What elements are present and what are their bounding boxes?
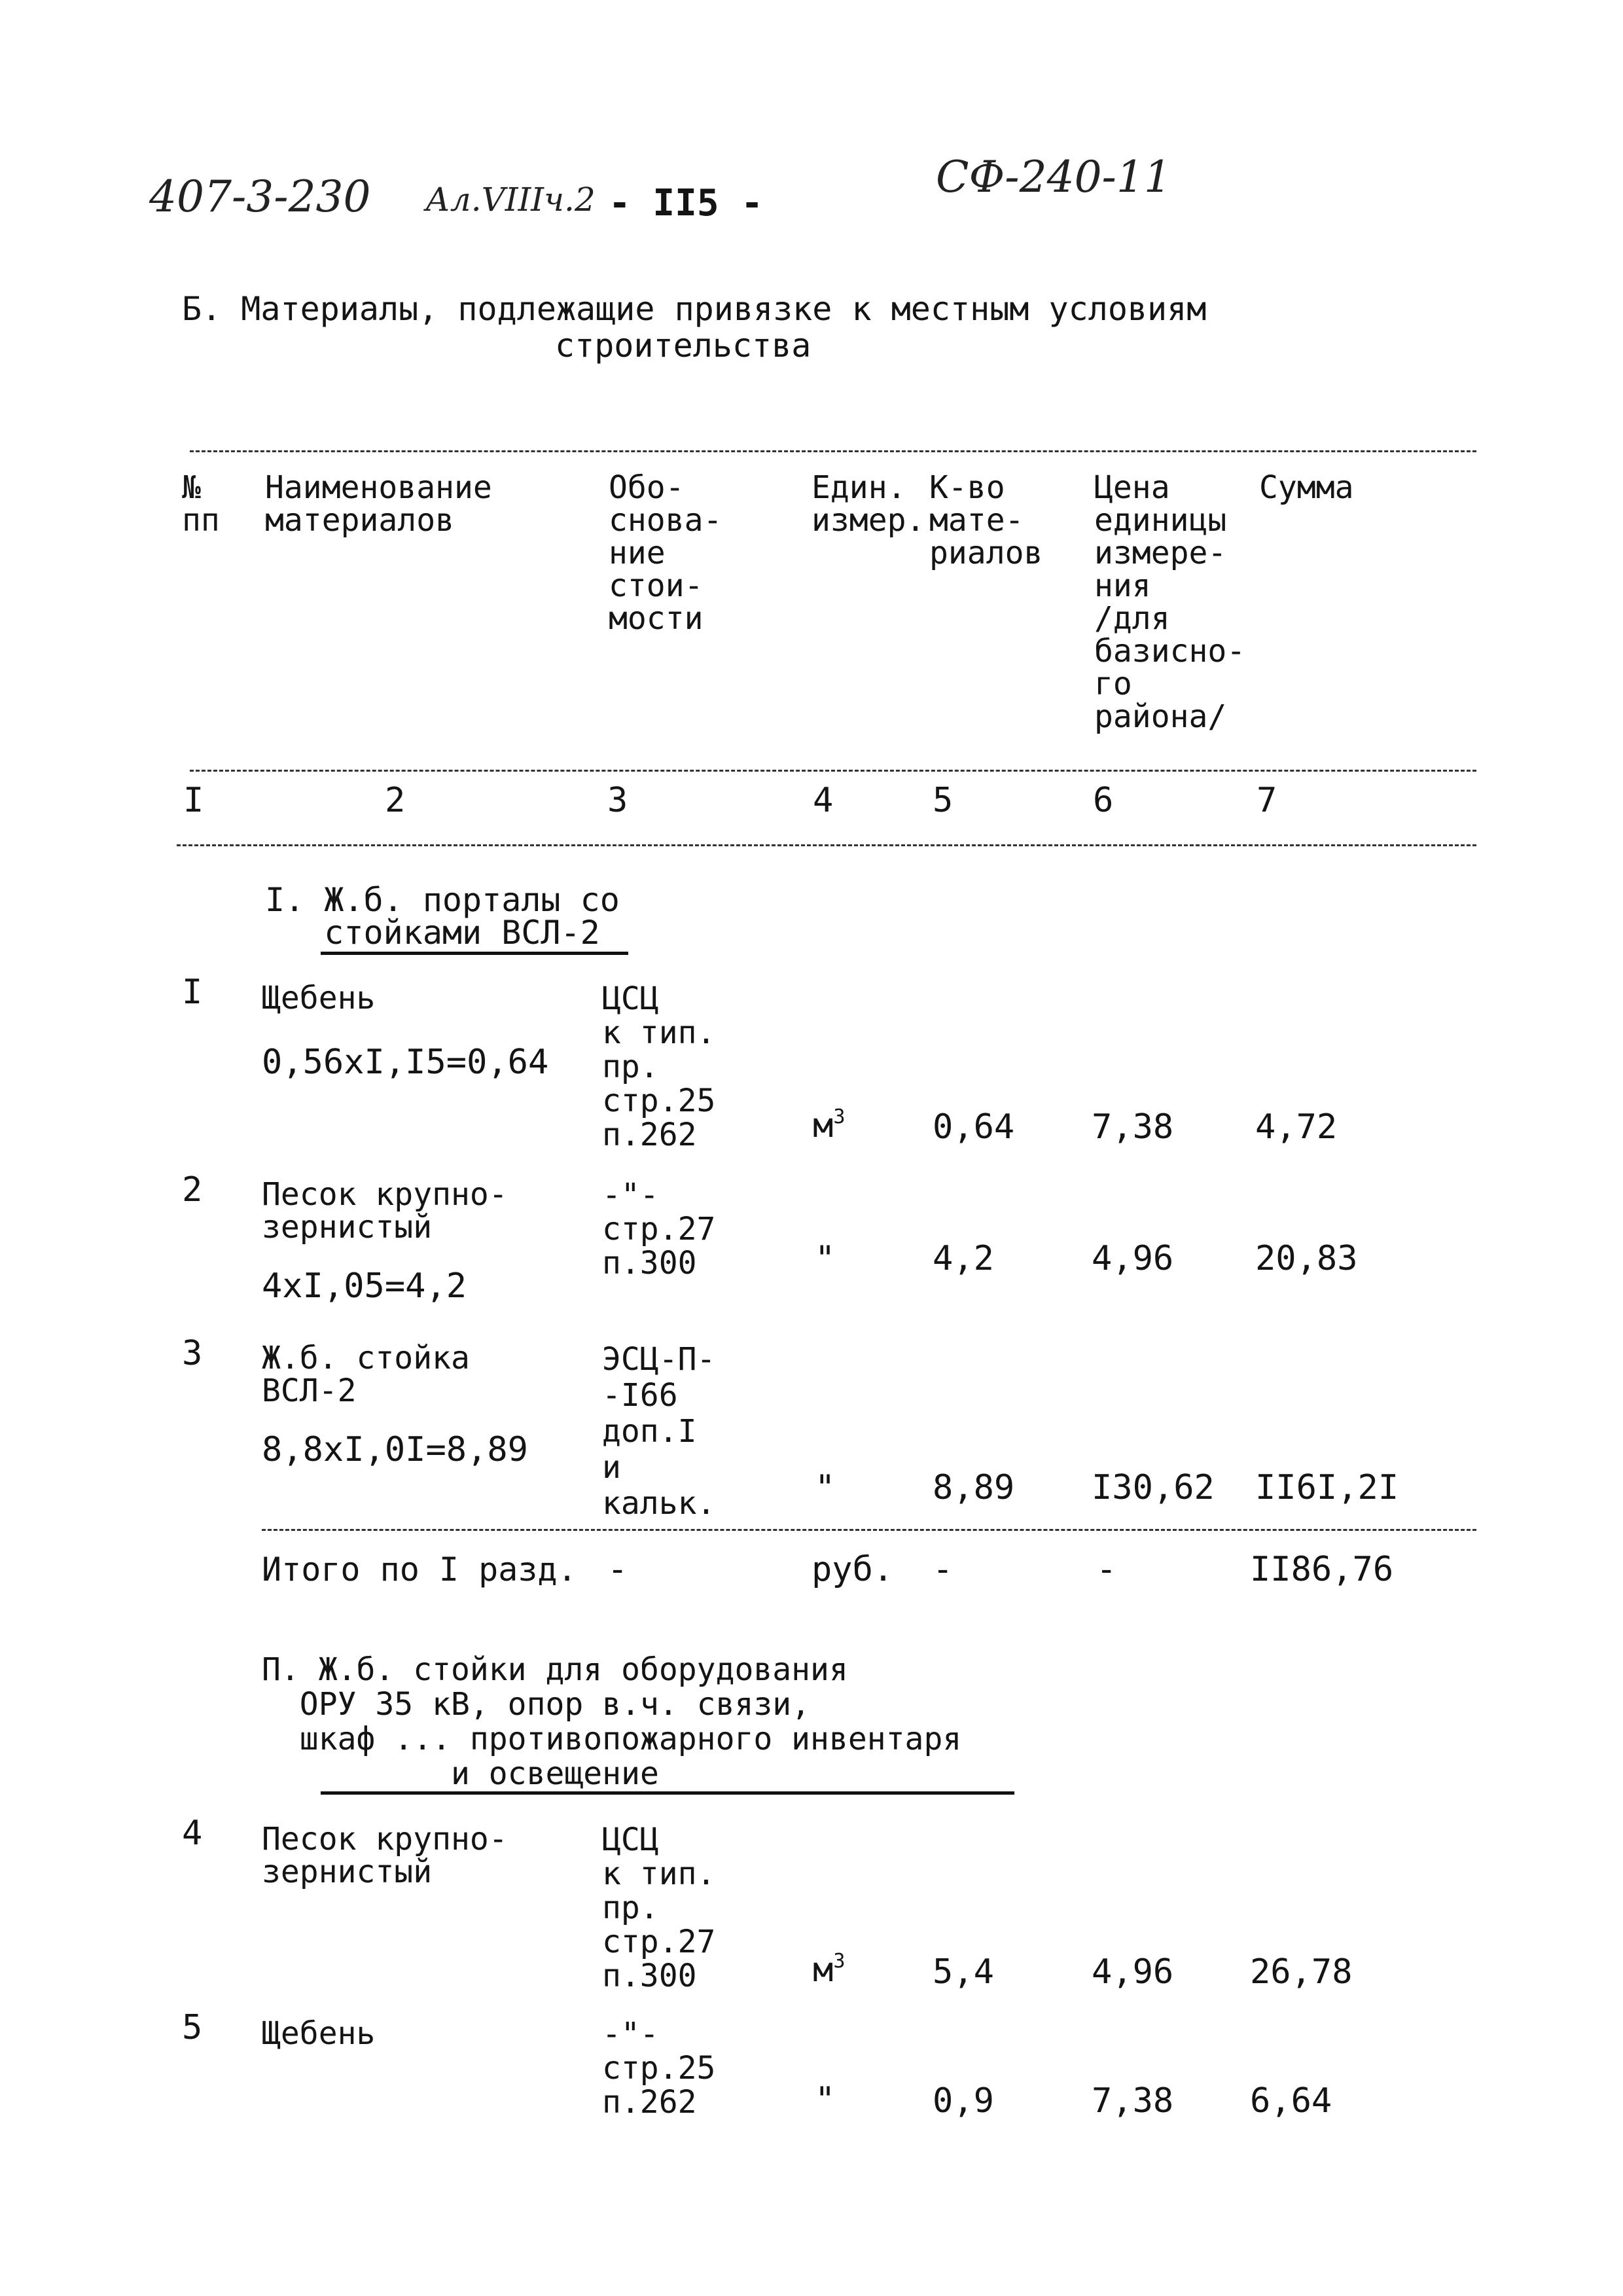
quantity: 4,2 [933,1239,994,1278]
stamp-code: СФ-240-11 [936,152,1171,202]
cost-basis: ЦСЦ к тип. пр. стр.27 п.300 [602,1821,716,1994]
column-header-number: № пп [182,469,220,539]
unit: " [815,1239,836,1278]
cost-basis: ЭСЦ-П- -I66 доп.I и кальк. [602,1341,716,1522]
material-name: Щебень [262,2015,376,2052]
page-title-cont: строительства [555,327,812,365]
page-number: - II5 - [609,182,764,224]
subtotal-rule [262,1529,1476,1531]
cost-basis: -"- стр.27 п.300 [602,1177,716,1282]
unit: $м^3$ [813,1105,846,1145]
total-sum: II86,76 [1250,1550,1394,1589]
column-number: 7 [1257,781,1277,820]
total-price: - [1096,1550,1117,1589]
document-code: 407-3-230 [149,171,371,222]
column-number: 5 [933,781,954,820]
sum: 4,72 [1255,1107,1338,1147]
unit: " [815,2080,836,2119]
section-title: I. Ж.б. порталы со стойками ВСЛ-2 [265,881,620,952]
quantity: 0,64 [933,1107,1015,1147]
unit-label: м [813,1106,834,1145]
row-number: 4 [182,1814,203,1853]
column-numbers-rule [177,844,1476,846]
total-label: Итого по I разд. [262,1551,577,1588]
row-number: 5 [182,2008,203,2047]
material-calc: 8,8хI,0I=8,89 [262,1430,528,1469]
unit-price: 7,38 [1092,2081,1174,2121]
unit-price: 4,96 [1092,1952,1174,1992]
sum: 6,64 [1250,2081,1332,2121]
total-quantity: - [933,1550,954,1589]
material-name: Щебень [262,980,376,1016]
column-number: 6 [1093,781,1114,820]
quantity: 0,9 [933,2081,994,2121]
section-underline [321,952,628,955]
material-name: Песок крупно- зернистый [262,1821,508,1890]
material-name: Ж.б. стойка ВСЛ-2 [262,1340,470,1409]
quantity: 8,89 [933,1468,1015,1507]
unit-price: I30,62 [1092,1468,1215,1507]
row-number: 3 [182,1334,203,1373]
unit-price: 4,96 [1092,1239,1174,1278]
row-number: 2 [182,1170,203,1210]
column-header-quantity: К-во мате- риалов [929,469,1043,571]
sum: 20,83 [1255,1239,1358,1278]
table-top-rule [190,450,1476,452]
column-number: 2 [385,781,406,820]
unit-price: 7,38 [1092,1107,1174,1147]
column-number: I [183,781,204,820]
section-title: П. Ж.б. стойки для оборудования ОРУ 35 кВ, опор в.ч. связи, шкаф ... противопожарного инвентаря и освещение [262,1651,962,1792]
unit: " [815,1468,836,1507]
sum: 26,78 [1250,1952,1353,1992]
unit: $м^3$ [813,1950,846,1990]
material-calc: 0,56хI,I5=0,64 [262,1043,549,1082]
cost-basis: ЦСЦ к тип. пр. стр.25 п.262 [602,980,716,1153]
unit-label: м [813,1950,834,1990]
total-unit: руб. [812,1550,894,1589]
material-name: Песок крупно- зернистый [262,1176,508,1246]
column-header-name: Наименование материалов [265,469,492,539]
column-header-price: Цена единицы измере- ния /для базисно- го района/ [1094,469,1246,735]
sum: II6I,2I [1255,1468,1399,1507]
column-header-sum: Сумма [1259,469,1354,506]
page-title: Б. Материалы, подлежащие привязке к местным условиям [182,290,1207,328]
album-reference: Ал.VIIIч.2 [425,181,596,219]
material-calc: 4хI,05=4,2 [262,1266,467,1306]
header-bottom-rule [190,770,1476,772]
column-header-basis: Обо- снова- ние стои- мости [609,469,722,637]
column-number: 4 [813,781,834,820]
column-header-unit: Един. измер. [812,469,925,539]
cost-basis: -"- стр.25 п.262 [602,2016,716,2121]
total-basis: - [607,1550,628,1589]
column-number: 3 [607,781,628,820]
row-number: I [182,973,203,1012]
quantity: 5,4 [933,1952,994,1992]
section-underline [321,1791,1014,1795]
